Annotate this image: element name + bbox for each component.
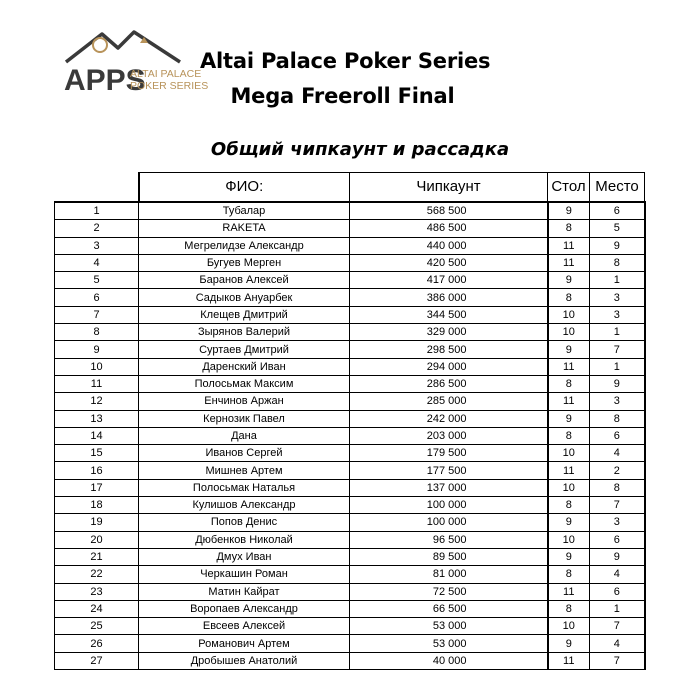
table-row (55, 618, 645, 635)
seat-cell: 9 (590, 375, 645, 392)
name-cell: Матин Кайрат (139, 583, 350, 600)
table-cell: 11 (548, 652, 590, 669)
name-cell: Евсеев Алексей (139, 618, 350, 635)
table-row (55, 427, 645, 444)
seat-cell: 1 (590, 324, 645, 341)
name-cell: Кернозик Павел (139, 410, 350, 427)
chips-cell: 440 000 (350, 237, 548, 254)
rank-cell: 7 (55, 306, 139, 323)
table-row (55, 324, 645, 341)
seat-cell: 6 (590, 531, 645, 548)
name-cell: Попов Денис (139, 514, 350, 531)
rank-cell: 16 (55, 462, 139, 479)
rank-cell: 22 (55, 566, 139, 583)
table-row (55, 497, 645, 514)
table-cell: 8 (548, 375, 590, 392)
page-title: Altai Palace Poker Series (200, 49, 491, 73)
name-cell: Дюбенков Николай (139, 531, 350, 548)
chips-cell: 285 000 (350, 393, 548, 410)
page-subtitle: Mega Freeroll Final (230, 84, 455, 108)
rank-cell: 12 (55, 393, 139, 410)
table-cell: 11 (548, 462, 590, 479)
name-cell: Суртаев Дмитрий (139, 341, 350, 358)
seat-cell: 8 (590, 479, 645, 496)
table-cell: 8 (548, 566, 590, 583)
table-cell: 11 (548, 254, 590, 271)
chips-cell: 100 000 (350, 514, 548, 531)
mountain-icon (66, 32, 180, 62)
table-cell: 10 (548, 445, 590, 462)
seat-cell: 6 (590, 427, 645, 444)
name-cell: Бугуев Мерген (139, 254, 350, 271)
rank-cell: 1 (55, 202, 139, 220)
chips-cell: 72 500 (350, 583, 548, 600)
name-cell: Мишнев Артем (139, 462, 350, 479)
apps-logo (62, 28, 209, 100)
chips-cell: 203 000 (350, 427, 548, 444)
table-cell: 8 (548, 497, 590, 514)
seat-cell: 2 (590, 462, 645, 479)
seat-cell: 4 (590, 566, 645, 583)
seat-cell: 3 (590, 393, 645, 410)
seat-cell: 8 (590, 410, 645, 427)
seat-cell: 3 (590, 514, 645, 531)
table-cell: 10 (548, 324, 590, 341)
table-cell: 10 (548, 306, 590, 323)
name-cell: Зырянов Валерий (139, 324, 350, 341)
section-heading: Общий чипкаунт и рассадка (210, 139, 510, 160)
table-row (55, 600, 645, 617)
table-cell: 9 (548, 202, 590, 220)
chips-cell: 40 000 (350, 652, 548, 669)
rank-cell: 10 (55, 358, 139, 375)
table-cell: 11 (548, 358, 590, 375)
logo-line2: POKER SERIES (130, 80, 209, 92)
chips-cell: 417 000 (350, 272, 548, 289)
chips-cell: 486 500 (350, 220, 548, 237)
rank-cell: 5 (55, 272, 139, 289)
table-row (55, 514, 645, 531)
logo-line1: ALTAI PALACE (130, 68, 202, 80)
rank-cell: 21 (55, 548, 139, 565)
rank-cell: 15 (55, 445, 139, 462)
seat-cell: 7 (590, 652, 645, 669)
rank-cell: 6 (55, 289, 139, 306)
rank-cell: 26 (55, 635, 139, 652)
table-row (55, 410, 645, 427)
table-cell: 9 (548, 514, 590, 531)
name-cell: Дробышев Анатолий (139, 652, 350, 669)
table-row (55, 566, 645, 583)
chips-cell: 137 000 (350, 479, 548, 496)
table-row (55, 652, 645, 669)
rank-cell: 27 (55, 652, 139, 669)
seat-header: Место (590, 173, 645, 203)
rank-cell: 17 (55, 479, 139, 496)
chips-cell: 568 500 (350, 202, 548, 220)
chips-cell: 53 000 (350, 618, 548, 635)
table-row (55, 254, 645, 271)
rank-cell: 19 (55, 514, 139, 531)
name-cell: Садыков Ануарбек (139, 289, 350, 306)
name-cell: Воропаев Александр (139, 600, 350, 617)
table-cell: 11 (548, 583, 590, 600)
name-cell: Полосьмак Наталья (139, 479, 350, 496)
table-cell: 9 (548, 548, 590, 565)
name-header: ФИО: (139, 173, 350, 203)
chips-cell: 386 000 (350, 289, 548, 306)
name-cell: Клещев Дмитрий (139, 306, 350, 323)
seat-cell: 6 (590, 202, 645, 220)
rank-cell: 23 (55, 583, 139, 600)
chips-cell: 100 000 (350, 497, 548, 514)
table-row (55, 237, 645, 254)
sun-icon (93, 38, 107, 52)
seat-cell: 1 (590, 358, 645, 375)
rank-cell: 18 (55, 497, 139, 514)
table-cell: 9 (548, 341, 590, 358)
rank-cell: 3 (55, 237, 139, 254)
table-row (55, 272, 645, 289)
rank-cell: 4 (55, 254, 139, 271)
chips-header: Чипкаунт (350, 173, 548, 203)
table-row (55, 548, 645, 565)
seat-cell: 5 (590, 220, 645, 237)
chips-cell: 177 500 (350, 462, 548, 479)
table-cell: 10 (548, 479, 590, 496)
table-cell: 8 (548, 427, 590, 444)
table-cell: 10 (548, 531, 590, 548)
table-row (55, 479, 645, 496)
chips-cell: 89 500 (350, 548, 548, 565)
chips-cell: 329 000 (350, 324, 548, 341)
name-cell: Иванов Сергей (139, 445, 350, 462)
chipcount-table (54, 172, 646, 670)
table-cell: 8 (548, 600, 590, 617)
chips-cell: 286 500 (350, 375, 548, 392)
chips-cell: 420 500 (350, 254, 548, 271)
table-row (55, 289, 645, 306)
table-cell: 9 (548, 272, 590, 289)
rank-cell: 14 (55, 427, 139, 444)
name-cell: Тубалар (139, 202, 350, 220)
rank-cell: 11 (55, 375, 139, 392)
rank-cell: 9 (55, 341, 139, 358)
name-cell: Мегрелидзе Александр (139, 237, 350, 254)
table-row (55, 445, 645, 462)
seat-cell: 9 (590, 548, 645, 565)
table-row (55, 220, 645, 237)
name-cell: Черкашин Роман (139, 566, 350, 583)
table-row (55, 583, 645, 600)
name-cell: Даренский Иван (139, 358, 350, 375)
rank-cell: 13 (55, 410, 139, 427)
table-header: Стол (548, 173, 590, 203)
name-cell: Полосьмак Максим (139, 375, 350, 392)
rank-cell: 24 (55, 600, 139, 617)
seat-cell: 7 (590, 618, 645, 635)
table-cell: 9 (548, 410, 590, 427)
seat-cell: 3 (590, 306, 645, 323)
name-cell: Дмух Иван (139, 548, 350, 565)
chips-cell: 53 000 (350, 635, 548, 652)
table-row (55, 358, 645, 375)
rank-header (55, 173, 139, 203)
table-cell: 9 (548, 635, 590, 652)
rank-cell: 25 (55, 618, 139, 635)
seat-cell: 3 (590, 289, 645, 306)
chips-cell: 242 000 (350, 410, 548, 427)
seat-cell: 1 (590, 600, 645, 617)
seat-cell: 8 (590, 254, 645, 271)
seat-cell: 7 (590, 497, 645, 514)
table-row (55, 393, 645, 410)
logo-mark: APPS (64, 64, 146, 97)
chips-cell: 294 000 (350, 358, 548, 375)
table-cell: 10 (548, 618, 590, 635)
table-row (55, 531, 645, 548)
rank-cell: 8 (55, 324, 139, 341)
seat-cell: 4 (590, 445, 645, 462)
seat-cell: 6 (590, 583, 645, 600)
table-row (55, 635, 645, 652)
seat-cell: 7 (590, 341, 645, 358)
chips-cell: 344 500 (350, 306, 548, 323)
table-cell: 8 (548, 220, 590, 237)
table-header-row (55, 173, 645, 203)
seat-cell: 1 (590, 272, 645, 289)
table-cell: 11 (548, 393, 590, 410)
table-cell: 8 (548, 289, 590, 306)
name-cell: RAKETA (139, 220, 350, 237)
seat-cell: 9 (590, 237, 645, 254)
table-row (55, 341, 645, 358)
table-row (55, 306, 645, 323)
table-row (55, 462, 645, 479)
chips-cell: 96 500 (350, 531, 548, 548)
name-cell: Дана (139, 427, 350, 444)
name-cell: Баранов Алексей (139, 272, 350, 289)
name-cell: Енчинов Аржан (139, 393, 350, 410)
table-cell: 11 (548, 237, 590, 254)
chips-cell: 81 000 (350, 566, 548, 583)
table-row (55, 202, 645, 220)
name-cell: Кулишов Александр (139, 497, 350, 514)
chips-cell: 66 500 (350, 600, 548, 617)
seat-cell: 4 (590, 635, 645, 652)
chips-cell: 298 500 (350, 341, 548, 358)
rank-cell: 2 (55, 220, 139, 237)
rank-cell: 20 (55, 531, 139, 548)
table-row (55, 375, 645, 392)
name-cell: Романович Артем (139, 635, 350, 652)
chips-cell: 179 500 (350, 445, 548, 462)
